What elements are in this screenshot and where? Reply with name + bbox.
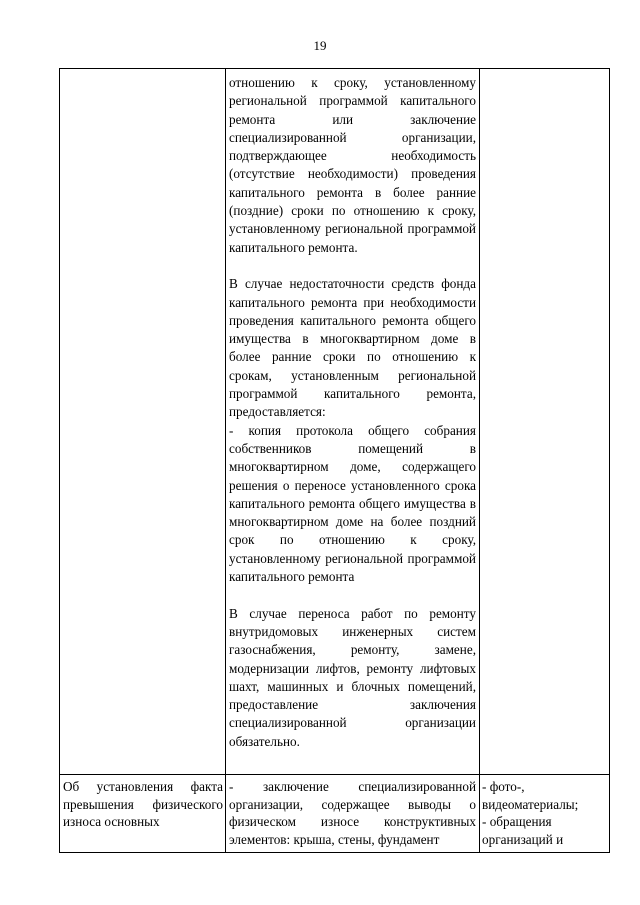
row1-paragraph: В случае недостаточности средств фонда капитального ремонта при необходимости проведения капитального ремонта общего имущества в многоквартирном доме в более ранние сроки по отношению к срокам, установленным региональной программой капитального ремонта, предоставляется: - копия протокола общего собрания собственников помещений в многоквартирном доме, содержащего решения о переносе установленного срока капитального ремонта общего имущества в многоквартирном доме на более поздний срок по отношению к сроку, установленному региональной программой капитального ремонта	[229, 276, 476, 585]
row2-subject-cell: Об установления факта превышения физического износа основных	[63, 779, 223, 830]
row2-additional-line: - обращения	[482, 814, 552, 830]
requirements-table	[59, 68, 610, 853]
column-divider	[479, 69, 480, 852]
row2-additional-line: организаций и	[482, 831, 564, 847]
row1-paragraph: отношению к сроку, установленному региональной программой капитального ремонта или заключение специализированной организации, подтверждающее необходимость (отсутствие необходимости) проведения капитального ремонта в более ранние (поздние) сроки по отношению к сроку, установленному региональной программой капитального ремонта.	[229, 75, 476, 255]
row1-documents-cell	[229, 74, 476, 770]
row2-additional-line: видеоматериалы;	[482, 796, 579, 812]
page-number: 19	[313, 38, 327, 53]
row2-documents-cell: - заключение специализированной организации, содержащее выводы о физическом износе конструктивных элементов: крыша, стены, фундамент	[229, 779, 476, 847]
row2-additional-line: - фото-,	[482, 779, 525, 794]
column-divider	[225, 69, 226, 852]
row-divider	[60, 774, 609, 775]
row1-paragraph: В случае переноса работ по ремонту внутридомовых инженерных систем газоснабжения, ремонту, замене, модернизации лифтов, ремонту лифтовых шахт, машинных и блочных помещений, предоставление заключения специализированной организации обязательно.	[229, 605, 476, 749]
row2-additional-cell	[482, 778, 609, 852]
